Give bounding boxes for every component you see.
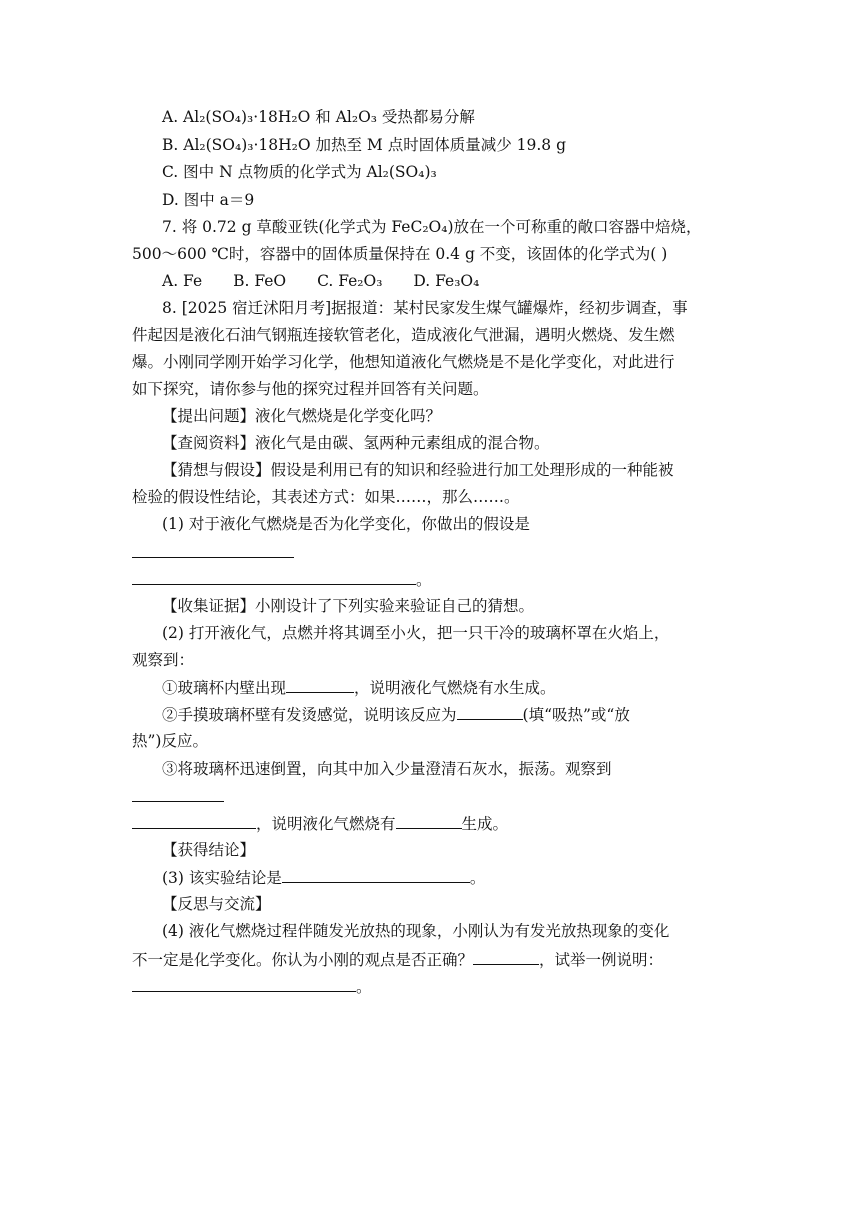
q7-options [162,270,762,292]
q7-option-a: A. Fe [162,272,203,290]
q8-part1-blank-line-2 [132,568,732,590]
q8-section-reflection: 【反思与交流】 [162,895,271,913]
q8-section-conclusion: 【获得结论】 [162,841,256,859]
answer-blank[interactable] [132,812,256,829]
q8-step2-cont: 热”)反应。 [132,732,208,750]
q8-step3-blank-line-1 [132,785,732,807]
answer-blank[interactable] [457,703,523,720]
q8-hypothesis-2: 检验的假设性结论，其表述方式：如果……，那么……。 [132,488,520,506]
q8-part4-line-2 [132,948,732,970]
step3-text-c: 生成。 [461,815,509,833]
q7-option-c: C. Fe₂O₃ [317,272,383,290]
q8-section-question: 【提出问题】液化气燃烧是化学变化吗？ [162,407,442,425]
q8-part1-blank-line-1 [132,541,732,563]
part4-end: 。 [356,978,372,996]
q8-part4-blank-line [132,975,732,997]
q8-part2-line-1: (2) 打开液化气，点燃并将其调至小火，把一只干冷的玻璃杯罩在火焰上， [162,624,670,642]
q8-step2 [162,703,762,725]
q8-intro-4: 如下探究，请你参与他的探究过程并回答有关问题。 [132,380,489,398]
q8-part4-line-1: (4) 液化气燃烧过程伴随发光放热的现象，小刚认为有发光放热现象的变化 [162,922,670,940]
part4-text-a: 不一定是化学变化。你认为小刚的观点是否正确？ [132,951,474,969]
q8-intro-1: 8. [2025 宿迁沭阳月考]据报道：某村民家发生煤气罐爆炸，经初步调查，事 [162,299,688,317]
q6-option-d: D. 图中 a＝9 [162,191,255,209]
answer-blank[interactable] [132,568,416,585]
q6-option-b: B. Al₂(SO₄)₃·18H₂O 加热至 M 点时固体质量减少 19.8 g [162,136,566,154]
answer-blank[interactable] [282,866,470,883]
q8-hypothesis-1: 【猜想与假设】假设是利用已有的知识和经验进行加工处理形成的一种能被 [162,461,674,479]
answer-blank[interactable] [473,948,539,965]
part4-text-b: ，试举一例说明： [539,951,664,969]
q7-line-2: 500～600 ℃时，容器中的固体质量保持在 0.4 g 不变，该固体的化学式为( ) [132,245,668,263]
q8-step3-line-2 [132,812,732,834]
answer-blank[interactable] [132,541,294,558]
q6-option-a: A. Al₂(SO₄)₃·18H₂O 和 Al₂O₃ 受热都易分解 [162,108,475,126]
part3-text-a: (3) 该实验结论是 [162,869,282,887]
q7-line-1: 7. 将 0.72 g 草酸亚铁(化学式为 FeC₂O₄)放在一个可称重的敞口容器中焙烧， [162,218,702,236]
answer-blank[interactable] [132,785,224,802]
q8-part2-line-2: 观察到： [132,651,195,669]
q8-intro-3: 爆。小刚同学刚开始学习化学，他想知道液化气燃烧是不是化学变化，对此进行 [132,353,675,371]
step1-text-b: ，说明液化气燃烧有水生成。 [354,679,556,697]
q7-option-d: D. Fe₃O₄ [413,272,480,290]
q8-step3: ③将玻璃杯迅速倒置，向其中加入少量澄清石灰水，振荡。观察到 [162,760,612,778]
q8-part1-prompt: (1) 对于液化气燃烧是否为化学变化，你做出的假设是 [162,515,530,533]
answer-blank[interactable] [396,812,462,829]
q7-option-b: B. FeO [233,272,287,290]
q8-part1-end: 。 [416,571,432,589]
step1-text-a: ①玻璃杯内壁出现 [162,679,287,697]
q6-option-c: C. 图中 N 点物质的化学式为 Al₂(SO₄)₃ [162,163,437,181]
q8-intro-2: 件起因是液化石油气钢瓶连接软管老化，造成液化气泄漏，遇明火燃烧、发生燃 [132,326,675,344]
answer-blank[interactable] [286,676,354,693]
step2-text-b: (填“吸热”或“放 [522,706,630,724]
q8-step1 [162,676,762,698]
q8-part3 [162,866,762,888]
answer-blank[interactable] [132,975,356,992]
step2-text-a: ②手摸玻璃杯壁有发烫感觉，说明该反应为 [162,706,457,724]
q8-section-evidence: 【收集证据】小刚设计了下列实验来验证自己的猜想。 [162,597,535,615]
q8-section-materials: 【查阅资料】液化气是由碳、氢两种元素组成的混合物。 [162,434,550,452]
step3-text-b: ，说明液化气燃烧有 [256,815,396,833]
part3-text-b: 。 [469,869,486,887]
